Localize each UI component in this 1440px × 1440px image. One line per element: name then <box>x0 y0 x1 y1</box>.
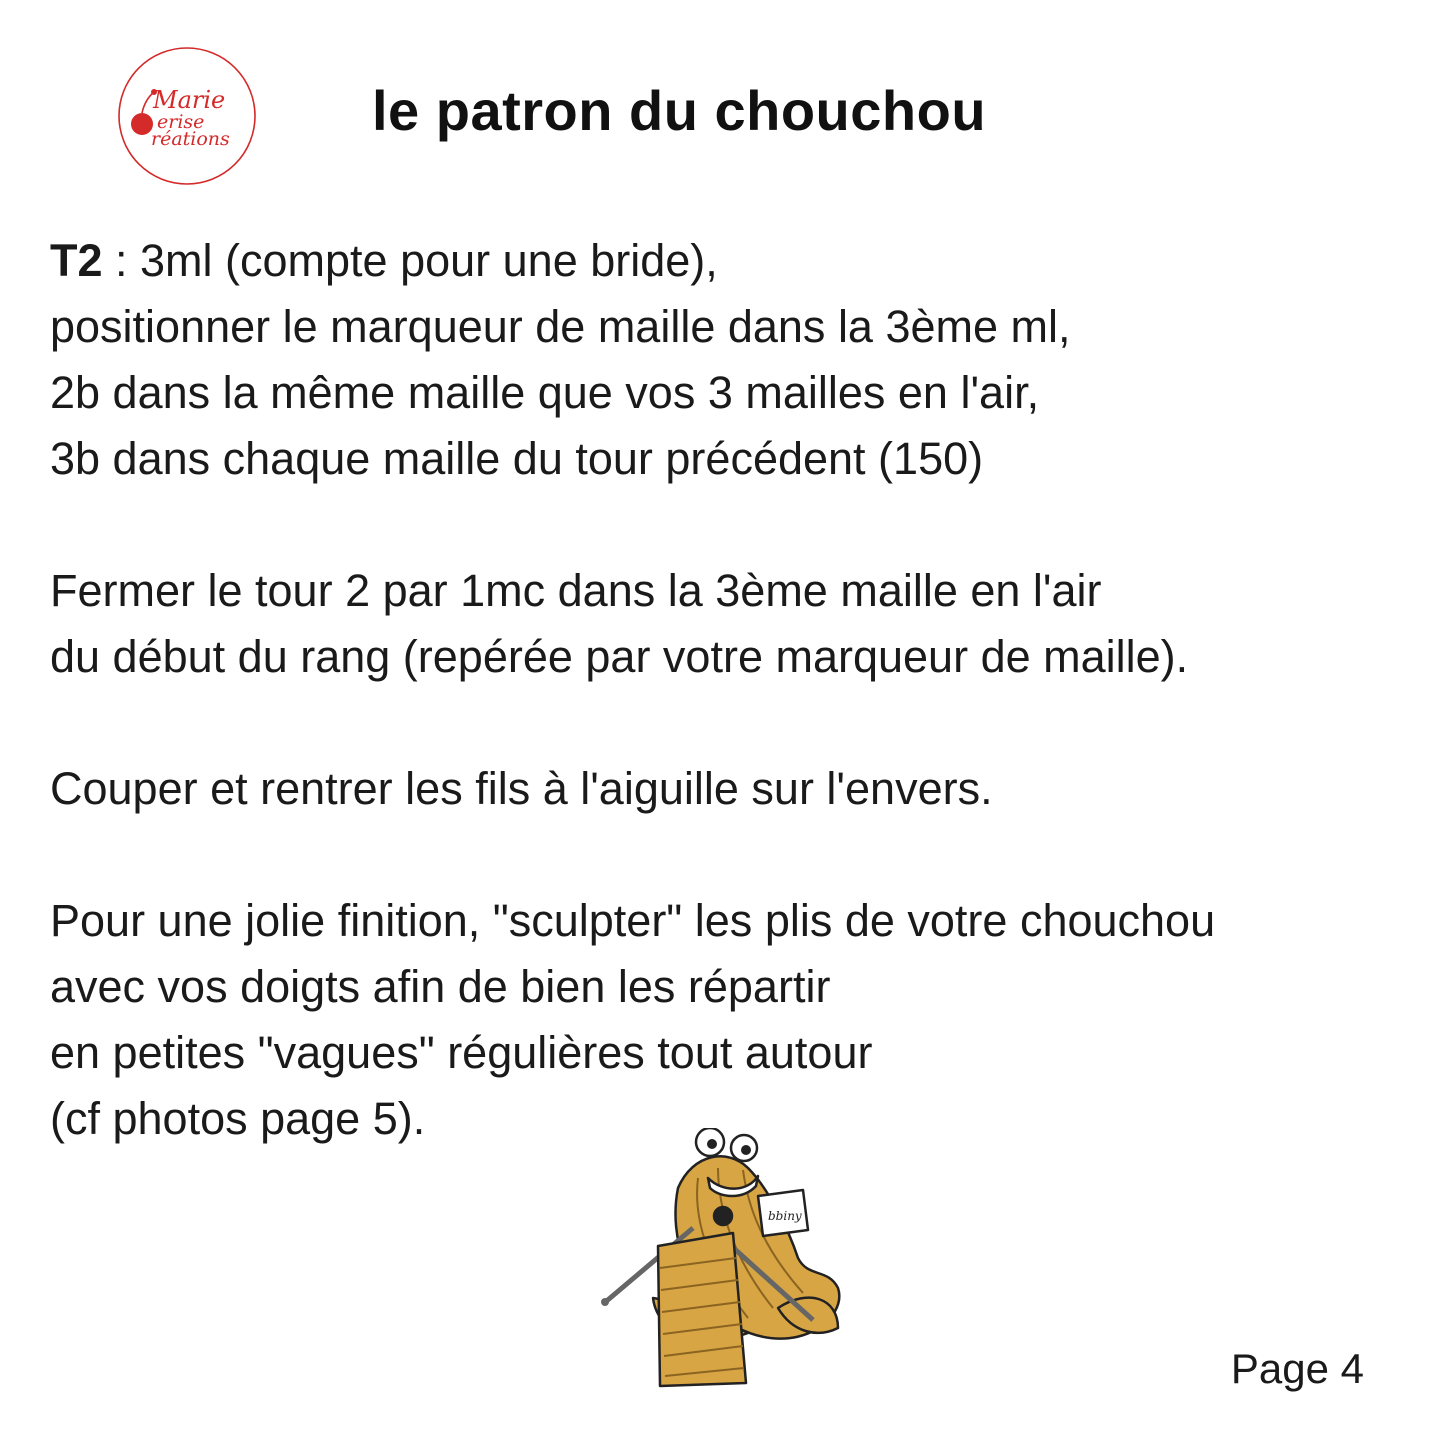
page-number: Page 4 <box>1230 1345 1364 1392</box>
instruction-line: (cf photos page 5). <box>50 1093 426 1144</box>
paragraph-spacer <box>50 492 1410 558</box>
instruction-line: en petites "vagues" régulières tout autour <box>50 1027 873 1078</box>
instruction-line: avec vos doigts afin de bien les répartir <box>50 961 831 1012</box>
logo-text-line-1: Marie <box>153 86 226 114</box>
page-title: le patron du chouchou <box>372 79 987 142</box>
instruction-line <box>50 228 1410 294</box>
instruction-line: du début du rang (repérée par votre marqueur de maille). <box>50 631 1189 682</box>
paragraph-spacer <box>50 690 1410 756</box>
knitting-ball-mascot-icon <box>598 1128 852 1390</box>
instruction-line: Couper et rentrer les fils à l'aiguille sur l'envers. <box>50 763 993 814</box>
instruction-line: 2b dans la même maille que vos 3 mailles en l'air, <box>50 367 1040 418</box>
instruction-line: Pour une jolie finition, "sculpter" les plis de votre chouchou <box>50 895 1216 946</box>
logo-text-line-2: erise <box>157 111 205 133</box>
brand-logo <box>117 46 257 186</box>
round-label: T2 <box>50 235 103 286</box>
paragraph-spacer <box>50 822 1410 888</box>
instruction-line: positionner le marqueur de maille dans la 3ème ml, <box>50 301 1071 352</box>
mascot-illustration <box>598 1128 852 1390</box>
mascot-badge-text: bbiny <box>768 1209 802 1223</box>
logo-text-line-3: réations <box>151 128 230 150</box>
instruction-line: 3b dans chaque maille du tour précédent (150) <box>50 433 984 484</box>
instruction-line: Fermer le tour 2 par 1mc dans la 3ème maille en l'air <box>50 565 1102 616</box>
instruction-text: : 3ml (compte pour une bride), <box>102 235 718 286</box>
brand-logo-icon <box>117 46 257 186</box>
pattern-instructions <box>50 228 1410 1152</box>
